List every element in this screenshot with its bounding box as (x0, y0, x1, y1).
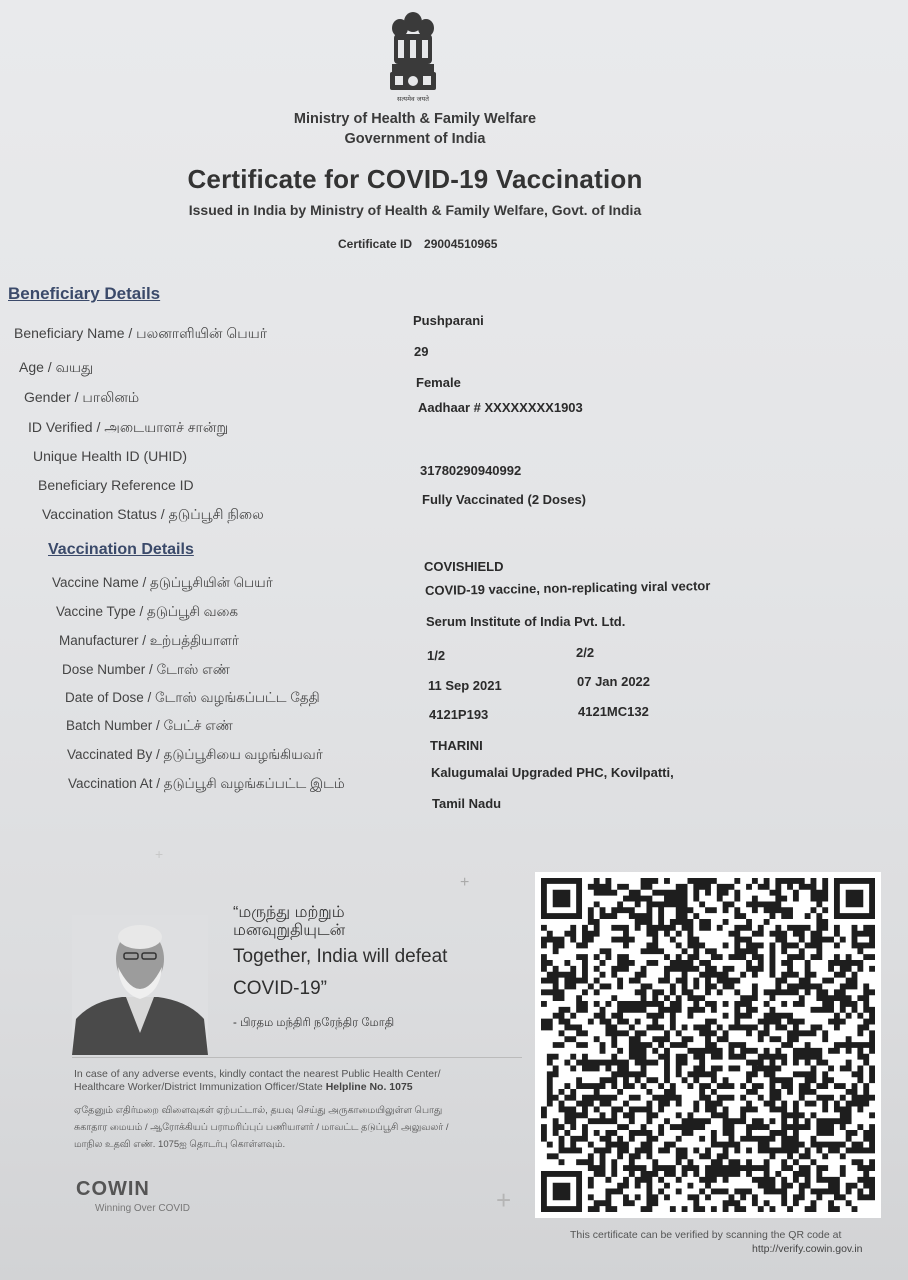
reference-id-value: 31780290940992 (420, 463, 522, 478)
vaccinated-by-label: Vaccinated By / தடுப்பூசியை வழங்கியவர் (67, 747, 323, 762)
dose-number-label: Dose Number / டோஸ் எண் (62, 662, 230, 677)
cowin-tagline: Winning Over COVID (95, 1203, 191, 1214)
vaccination-status-value: Fully Vaccinated (2 Doses) (422, 492, 587, 507)
gender-label: Gender / பாலினம் (24, 389, 140, 405)
verify-text: This certificate can be verified by scanning the QR code at (570, 1229, 842, 1241)
verify-url[interactable]: http://verify.cowin.gov.in (752, 1243, 863, 1255)
adverse-events-line2-text: Healthcare Worker/District Immunization Officer/State (74, 1081, 323, 1093)
vaccine-type-value: COVID-19 vaccine, non-replicating viral vector (424, 578, 711, 598)
tamil-contact-line3: மாநில உதவி எண். 1075ஐ தொடர்பு கொள்ளவும். (74, 1139, 286, 1150)
vaccinated-by-value: THARINI (430, 738, 483, 753)
beneficiary-name-label: Beneficiary Name / பலனாளியின் பெயர் (14, 325, 268, 341)
dose2-date: 07 Jan 2022 (577, 674, 651, 689)
dose1-batch: 4121P193 (429, 707, 489, 722)
portrait-photo (72, 915, 208, 1055)
helpline-number: Helpline No. 1075 (325, 1081, 413, 1093)
quote-tamil-line1: “மருந்து மற்றும் (233, 904, 345, 921)
certificate-id (338, 237, 497, 251)
adverse-events-line2 (74, 1081, 413, 1093)
beneficiary-heading: Beneficiary Details (8, 284, 161, 303)
quote-tamil-line2: மனவுறுதியுடன் (233, 922, 346, 939)
plus-icon: + (155, 846, 164, 862)
quote-english-line2: COVID-19” (233, 978, 327, 999)
certificate-subtitle: Issued in India by Ministry of Health & Family Welfare, Govt. of India (188, 202, 642, 218)
ministry-line: Ministry of Health & Family Welfare (293, 111, 537, 127)
emblem-motto: सत्यमेव जयते (397, 95, 429, 103)
reference-id-label: Beneficiary Reference ID (38, 477, 194, 493)
tamil-contact-line2: சுகாதார மையம் / ஆரோக்கியப் பராமரிப்புப் பணியாளர் / மாவட்ட தடுப்பூசி அலுவலர் / (74, 1122, 449, 1133)
tamil-contact-line1: ஏதேனும் எதிர்மறை விளைவுகள் ஏற்பட்டால், தயவு செய்து அருகாமையிலுள்ள பொது (74, 1105, 443, 1116)
vaccinated-at-line1: Kalugumalai Upgraded PHC, Kovilpatti, (431, 765, 674, 780)
dose1-number: 1/2 (427, 648, 446, 663)
manufacturer-label: Manufacturer / உற்பத்தியாளர் (59, 633, 239, 648)
certificate-id-value: 29004510965 (424, 237, 498, 251)
government-line: Government of India (344, 131, 486, 147)
plus-icon: + (460, 874, 470, 891)
age-value: 29 (414, 344, 429, 359)
ashoka-emblem-icon (386, 8, 440, 104)
certificate-title: Certificate for COVID-19 Vaccination (187, 164, 643, 194)
vaccine-type-label: Vaccine Type / தடுப்பூசி வகை (56, 604, 239, 619)
manufacturer-value: Serum Institute of India Pvt. Ltd. (426, 614, 626, 629)
quote-attribution: - பிரதம மந்திரி நரேந்திர மோதி (233, 1017, 395, 1029)
qr-code[interactable] (535, 872, 881, 1218)
quote-english-line1: Together, India will defeat (233, 946, 448, 967)
divider (72, 1057, 522, 1058)
batch-number-label: Batch Number / பேட்ச் எண் (66, 718, 233, 733)
gender-value: Female (416, 375, 461, 390)
age-label: Age / வயது (19, 359, 94, 375)
vaccine-name-value: COVISHIELD (424, 559, 504, 574)
uhid-label: Unique Health ID (UHID) (33, 448, 188, 464)
vaccination-status-label: Vaccination Status / தடுப்பூசி நிலை (42, 506, 264, 522)
vaccine-name-label: Vaccine Name / தடுப்பூசியின் பெயர் (52, 575, 273, 590)
vaccinated-at-label: Vaccination At / தடுப்பூசி வழங்கப்பட்ட இடம் (68, 776, 345, 791)
id-verified-label: ID Verified / அடையாளச் சான்று (28, 419, 229, 435)
beneficiary-name-value: Pushparani (413, 313, 484, 328)
dose2-batch: 4121MC132 (578, 704, 649, 719)
vaccination-heading: Vaccination Details (48, 541, 194, 558)
cowin-logo: COWIN (76, 1178, 150, 1200)
dose2-number: 2/2 (576, 645, 595, 660)
qr-code-icon (535, 872, 881, 1218)
plus-icon: + (496, 1185, 512, 1215)
dose1-date: 11 Sep 2021 (428, 678, 502, 693)
certificate-id-label: Certificate ID (338, 237, 413, 251)
dose-date-label: Date of Dose / டோஸ் வழங்கப்பட்ட தேதி (65, 690, 320, 705)
id-verified-value: Aadhaar # XXXXXXXX1903 (418, 400, 583, 415)
vaccinated-at-line2: Tamil Nadu (432, 796, 502, 811)
adverse-events-line1: In case of any adverse events, kindly contact the nearest Public Health Center/ (74, 1068, 441, 1080)
